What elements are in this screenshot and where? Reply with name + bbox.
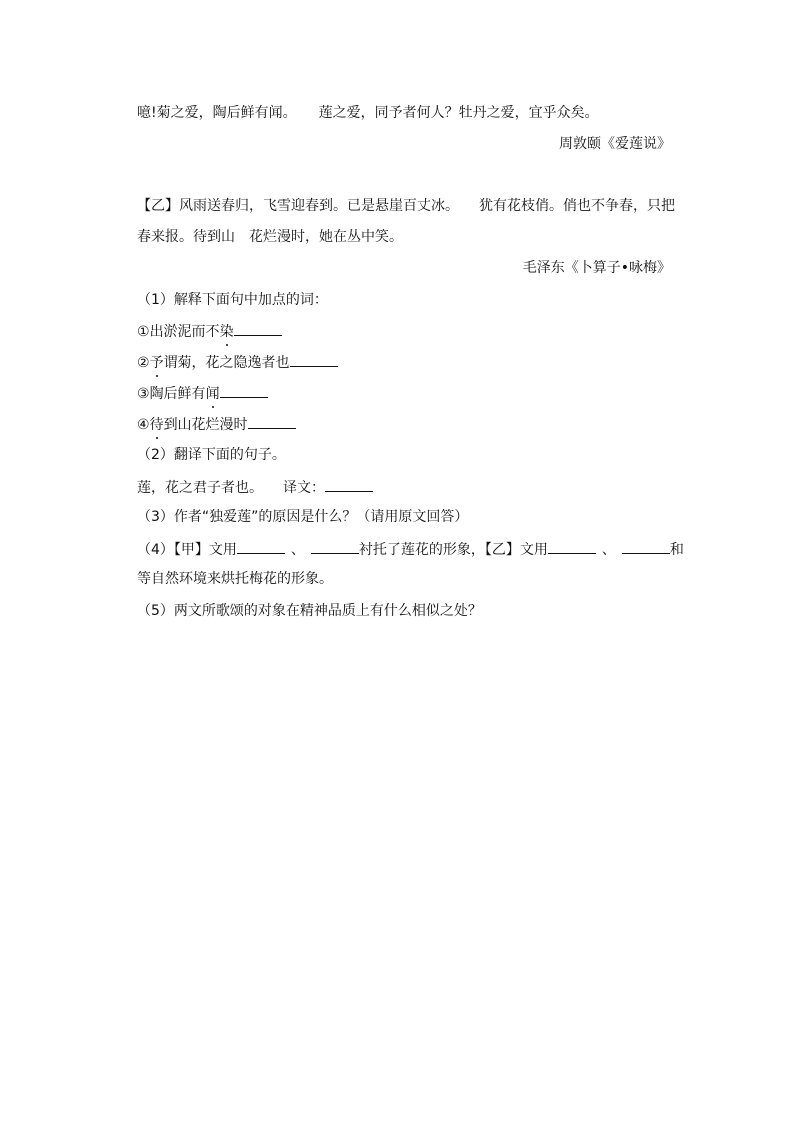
q1-item-1 xyxy=(137,320,282,342)
yi-line-2-a: 春来报。待到山 xyxy=(137,229,235,245)
q1-item-3-pre: 陶后鲜有 xyxy=(149,386,206,402)
q4-part-3: 和 xyxy=(669,542,684,558)
q1-item-4 xyxy=(137,413,296,435)
q2-label: 译文： xyxy=(283,480,325,496)
q4-blank-3[interactable] xyxy=(548,538,596,554)
q4-line-2: 等自然环境来烘托梅花的形象。 xyxy=(137,571,333,587)
q4-blank-4[interactable] xyxy=(622,538,670,554)
q2-prompt: （2）翻译下面的句子。 xyxy=(137,447,286,463)
q2-sentence: 莲，花之君子者也。 xyxy=(137,480,263,496)
q3-prompt: （3）作者“独爱莲”的原因是什么？（请用原文回答） xyxy=(137,509,469,525)
q1-item-4-post: 到山花烂漫时 xyxy=(163,417,248,433)
q4-part-2: 衬托了莲花的形象，【乙】文用 xyxy=(358,542,548,558)
q1-item-3-dotted-word: 闻 xyxy=(205,386,220,402)
q4-separator-1: 、 xyxy=(290,542,305,558)
q1-item-1-dotted-word: 染 xyxy=(219,324,234,340)
yi-line-2 xyxy=(137,227,403,247)
jia-source: 周敦颐《爱莲说》 xyxy=(559,136,671,152)
jia-text-ending xyxy=(137,103,599,123)
q2-answer-blank[interactable] xyxy=(325,476,373,492)
yi-line-2-b: 花烂漫时，她在丛中笑。 xyxy=(249,229,403,245)
yi-line-1 xyxy=(137,196,675,216)
jia-text-b: 莲之爱，同予者何人？牡丹之爱，宜乎众矣。 xyxy=(318,105,599,121)
q1-item-2-number: ② xyxy=(137,355,150,371)
q1-item-2 xyxy=(137,351,338,373)
q1-item-3-answer-blank[interactable] xyxy=(220,382,268,398)
q1-item-2-dotted-word: 予 xyxy=(149,355,164,371)
q1-item-4-dotted-word: 待 xyxy=(149,417,164,433)
yi-source: 毛泽东《卜算子•咏梅》 xyxy=(522,260,671,276)
q4-line-1 xyxy=(137,538,684,560)
q1-item-3 xyxy=(137,382,268,404)
q4-blank-2[interactable] xyxy=(311,538,359,554)
q4-part-1: （4）【甲】文用 xyxy=(137,542,237,558)
q2-sentence-line xyxy=(137,476,373,498)
q1-prompt: （1）解释下面句中加点的词： xyxy=(137,292,328,308)
q1-item-4-number: ④ xyxy=(137,417,150,433)
q1-item-1-pre: 出淤泥而不 xyxy=(149,324,220,340)
q4-separator-2: 、 xyxy=(601,542,616,558)
yi-line-1-b: 犹有花枝俏。俏也不争春，只把 xyxy=(479,198,675,214)
q1-item-4-answer-blank[interactable] xyxy=(248,413,296,429)
q1-item-3-number: ③ xyxy=(137,386,150,402)
q1-item-1-answer-blank[interactable] xyxy=(234,320,282,336)
q4-blank-1[interactable] xyxy=(237,538,285,554)
jia-text-a: 噫!菊之爱，陶后鲜有闻。 xyxy=(137,105,297,121)
q5-prompt: （5）两文所歌颂的对象在精神品质上有什么相似之处？ xyxy=(137,603,482,619)
q1-item-1-number: ① xyxy=(137,324,150,340)
q1-item-2-post: 谓菊，花之隐逸者也 xyxy=(163,355,290,371)
q1-item-2-answer-blank[interactable] xyxy=(290,351,338,367)
yi-line-1-a: 【乙】风雨送春归，飞雪迎春到。已是悬崖百丈冰。 xyxy=(137,198,459,214)
